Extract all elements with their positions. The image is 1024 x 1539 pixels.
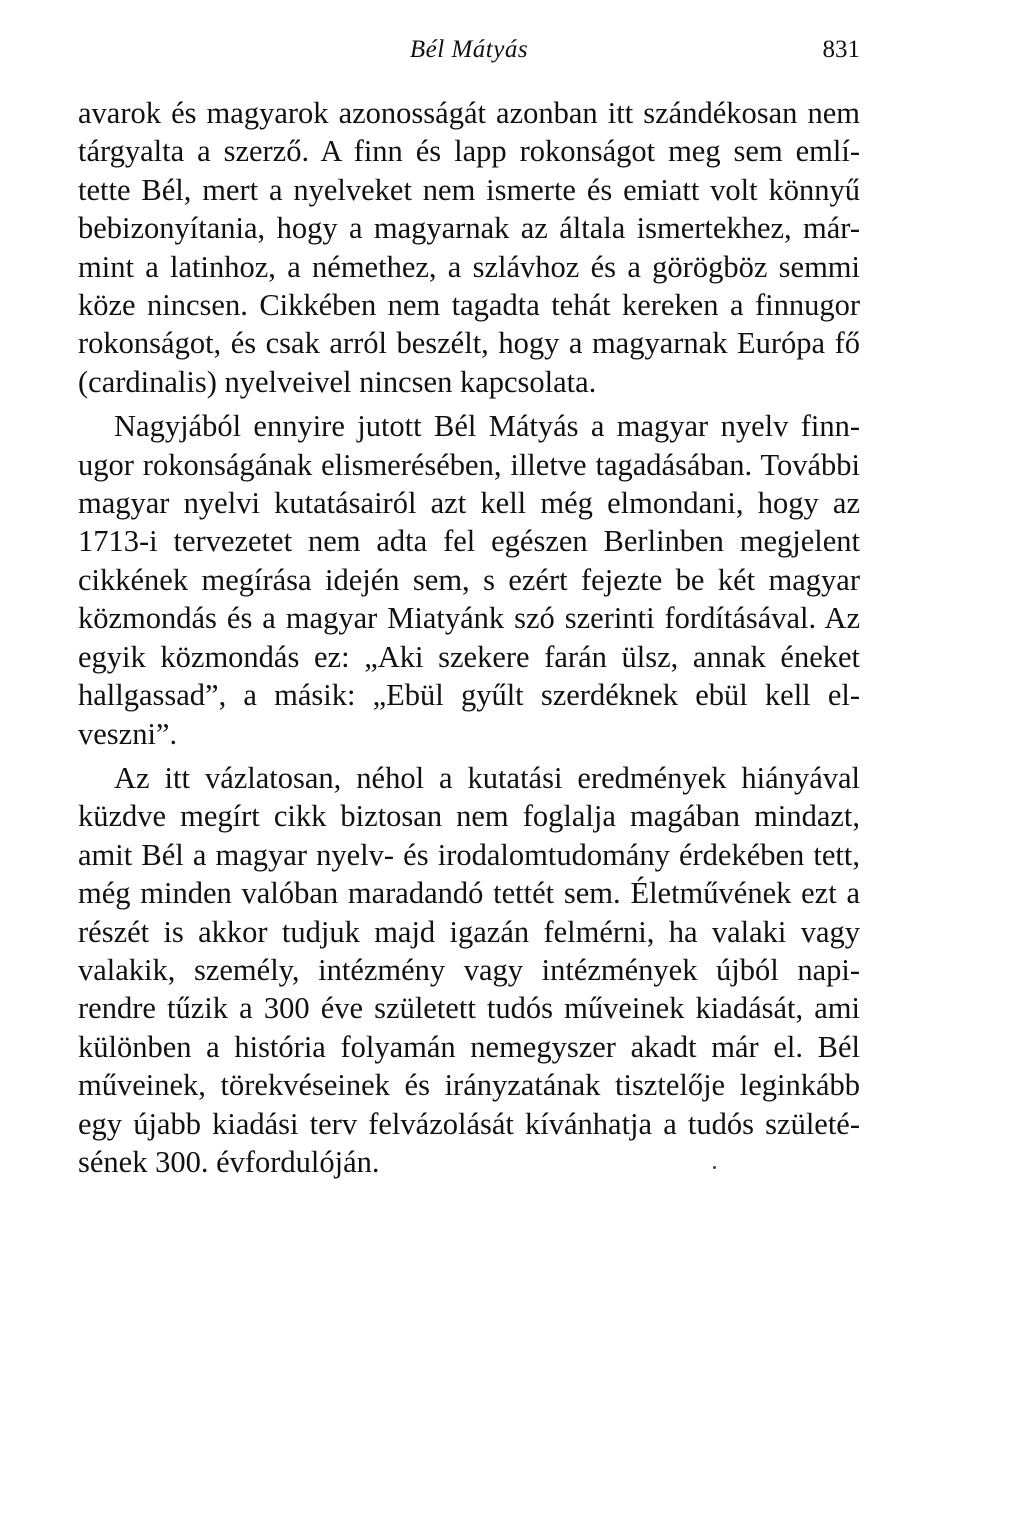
running-header [78, 30, 860, 70]
text-line: részét is akkor tudjuk majd igazán felmérni, ha valaki vagy [78, 914, 860, 949]
text-line: mint a latinhoz, a némethez, a szlávhoz és a görögböz semmi [78, 249, 860, 284]
text-line: sének 300. évfordulóján. [78, 1144, 380, 1179]
text-line: még minden valóban maradandó tettét sem. Életművének ezt a [78, 876, 860, 911]
text-line: egyik közmondás ez: „Aki szekere farán ülsz, annak éneket [78, 639, 860, 674]
text-line: (cardinalis) nyelveivel nincsen kapcsolata. [78, 364, 597, 399]
paragraph-3 [78, 759, 860, 1181]
text-line: magyar nyelvi kutatásairól azt kell még elmondani, hogy az [78, 486, 860, 521]
paragraph-1 [78, 94, 860, 401]
text-line: 1713-i tervezetet nem adta fel egészen Berlinben megjelent [78, 524, 860, 559]
text-line: küzdve megírt cikk biztosan nem foglalja magában mindazt, [78, 799, 860, 834]
text-line: amit Bél a magyar nyelv- és irodalomtudomány érdekében tett, [78, 837, 860, 872]
text-line: közmondás és a magyar Miatyánk szó szerinti fordításával. Az [78, 601, 860, 636]
text-line: valakik, személy, intézmény vagy intézmények újból napi- [78, 952, 860, 987]
text-line: bebizonyítania, hogy a magyarnak az általa ismertekhez, már- [78, 211, 860, 246]
text-line: Az itt vázlatosan, néhol a kutatási eredmények hiányával [114, 760, 860, 795]
text-line: rendre tűzik a 300 éve született tudós műveinek kiadását, ami [78, 991, 860, 1026]
print-speck [713, 1166, 716, 1169]
text-line: cikkének megírása idején sem, s ezért fejezte be két magyar [78, 562, 860, 597]
paragraph-2 [78, 407, 860, 753]
text-line: tárgyalta a szerző. A finn és lapp rokonságot meg sem emlí- [78, 134, 860, 169]
text-line: avarok és magyarok azonosságát azonban itt szándékosan nem [78, 96, 860, 130]
book-page [78, 30, 860, 1187]
text-line: köze nincsen. Cikkében nem tagadta tehát kereken a finnugor [78, 288, 860, 323]
running-title: Bél Mátyás [409, 36, 529, 63]
text-line: különben a história folyamán nemegyszer akadt már el. Bél [78, 1029, 860, 1064]
text-line: hallgassad”, a másik: „Ebül gyűlt szerdéknek ebül kell el- [78, 678, 860, 713]
text-line: ugor rokonságának elismerésében, illetve tagadásában. További [78, 447, 860, 482]
body-text [78, 94, 860, 1181]
page-number: 831 [822, 36, 860, 63]
text-line: rokonságot, és csak arról beszélt, hogy a magyarnak Európa fő [78, 326, 860, 361]
text-line: veszni”. [78, 716, 178, 751]
text-line: egy újabb kiadási terv felvázolását kívánhatja a tudós születé- [78, 1106, 860, 1141]
text-line: tette Bél, mert a nyelveket nem ismerte és emiatt volt könnyű [78, 172, 860, 207]
text-line: műveinek, törekvéseinek és irányzatának tisztelője leginkább [78, 1068, 860, 1103]
text-line: Nagyjából ennyire jutott Bél Mátyás a magyar nyelv finn- [114, 409, 860, 444]
